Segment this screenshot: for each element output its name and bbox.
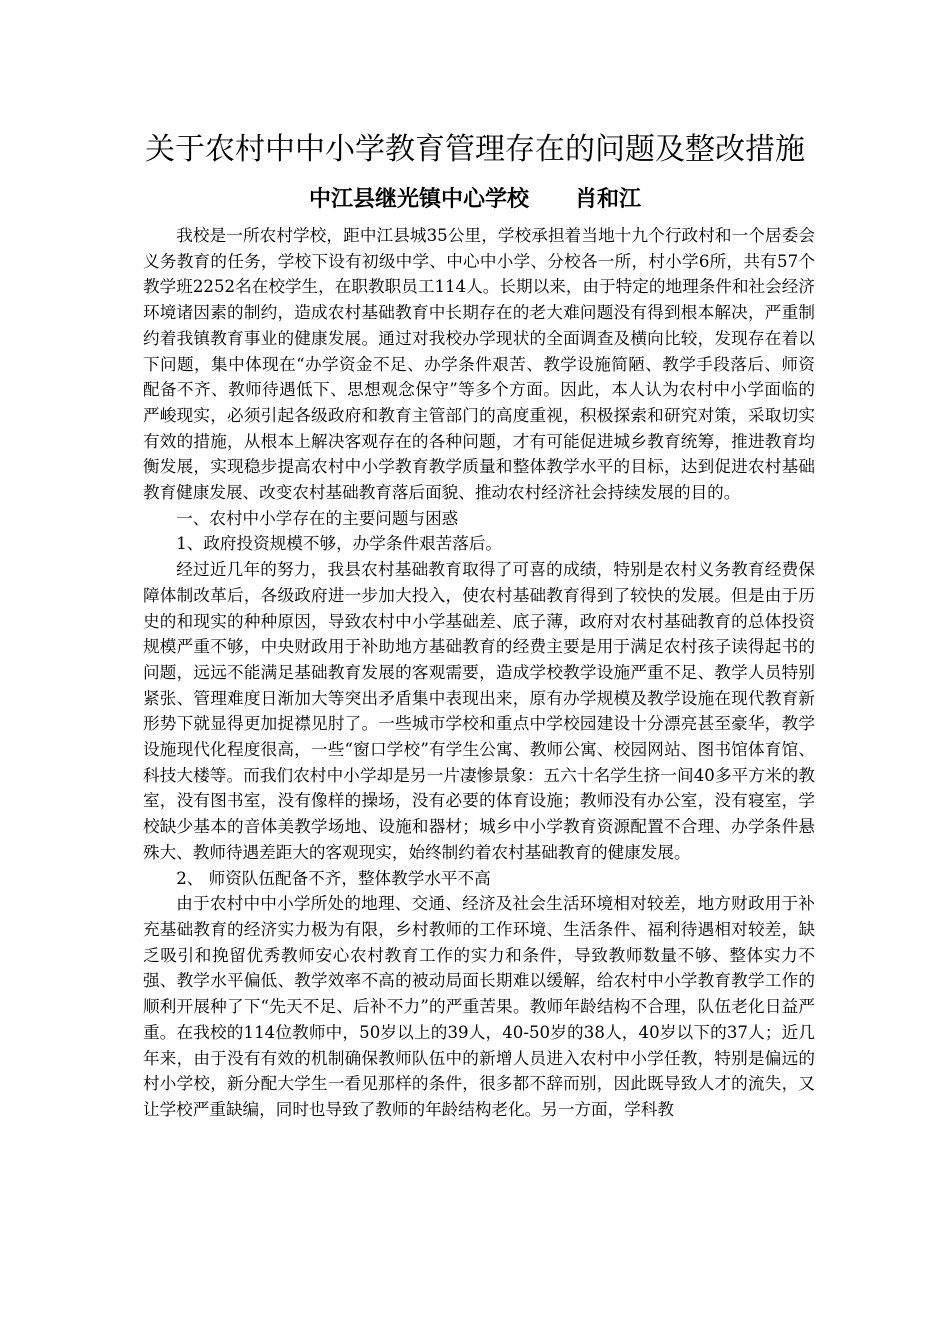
document-title: 关于农村中中小学教育管理存在的问题及整改措施 [145, 132, 805, 167]
author-line: 中江县继光镇中心学校 肖和江 [309, 187, 641, 212]
paragraph-teachers: 由于农村中中小学所处的地理、交通、经济及社会生活环境相对较差，地方财政用于补充基础教育的经济实力极为有限，乡村教师的工作环境、生活条件、福利待遇相对较差，缺乏吸引和挽留优秀教师安心农村教育工作的实力和条件，导致教师数量不够、整体实力不强、教学水平偏低、教学效率不高的被动局面长期难以缓解，给农村中小学教育教学工作的顺利开展种了下“先天不足、后补不力”的严重苦果。教师年龄结构不合理，队伍老化日益严重。在我校的114位教师中，50岁以上的39人，40-50岁的38人，40岁以下的37人；近几年来，由于没有有效的机制确保教师队伍中的新增人员进入农村中小学任教，特别是偏远的村小学校，新分配大学生一看见那样的条件，很多都不辞而别，因此既导致人才的流失，又让学校严重缺编，同时也导致了教师的年龄结构老化。另一方面，学科教 [143, 894, 815, 1119]
paragraph-intro: 我校是一所农村学校，距中江县城35公里，学校承担着当地十九个行政村和一个居委会义务教育的任务，学校下设有初级中学、中心中小学、分校各一所，村小学6所，共有57个教学班2252名在校学生，在职教职员工114人。长期以来，由于特定的地理条件和社会经济环境诸因素的制约，造成农村基础教育中长期存在的老大难问题没有得到根本解决，严重制约着我镇教育事业的健康发展。通过对我校办学现状的全面调查及横向比较，发现存在着以下问题，集中体现在“办学资金不足、办学条件艰苦、教学设施简陋、教学手段落后、师资配备不齐、教师待遇低下、思想观念保守”等多个方面。因此，本人认为农村中小学面临的严峻现实，必须引起各级政府和教育主管部门的高度重视，积极探索和研究对策，采取切实有效的措施，从根本上解决客观存在的各种问题，才有可能促进城乡教育统筹，推进教育均衡发展，实现稳步提高农村中小学教育教学质量和整体教学水平的目标，达到促进农村基础教育健康发展、改变农村基础教育落后面貌、推动农村经济社会持续发展的目的。 [143, 226, 815, 503]
subsection-heading-2: 2、 师资队伍配备不齐，整体教学水平不高 [176, 868, 491, 888]
subsection-heading-1: 1、政府投资规模不够，办学条件艰苦落后。 [176, 534, 503, 554]
document-body [143, 223, 815, 1123]
section-heading: 一、农村中小学存在的主要问题与困惑 [176, 508, 459, 528]
paragraph-investment: 经过近几年的努力，我县农村基础教育取得了可喜的成绩，特别是农村义务教育经费保障体制改革后，各级政府进一步加大投入，使农村基础教育得到了较快的发展。但是由于历史的和现实的种种原因，导致农村中小学基础差、底子薄，政府对农村基础教育的总体投资规模严重不够，中央财政用于补助地方基础教育的经费主要是用于满足农村孩子读得起书的问题，远远不能满足基础教育发展的客观需要，造成学校教学设施严重不足、教学人员特别紧张、管理难度日渐加大等突出矛盾集中表现出来，原有办学规模及教学设施在现代教育新形势下就显得更加捉襟见肘了。一些城市学校和重点中学校园建设十分漂亮甚至豪华，教学设施现代化程度很高，一些“窗口学校”有学生公寓、教师公寓、校园网站、图书馆体育馆、科技大楼等。而我们农村中小学却是另一片凄惨景象：五六十名学生挤一间40多平方米的教室，没有图书室，没有像样的操场，没有必要的体育设施；教师没有办公室，没有寝室，学校缺少基本的音体美教学场地、设施和器材；城乡中小学教育资源配置不合理、办学条件悬殊大、教师待遇差距大的客观现实，始终制约着农村基础教育的健康发展。 [143, 560, 815, 862]
